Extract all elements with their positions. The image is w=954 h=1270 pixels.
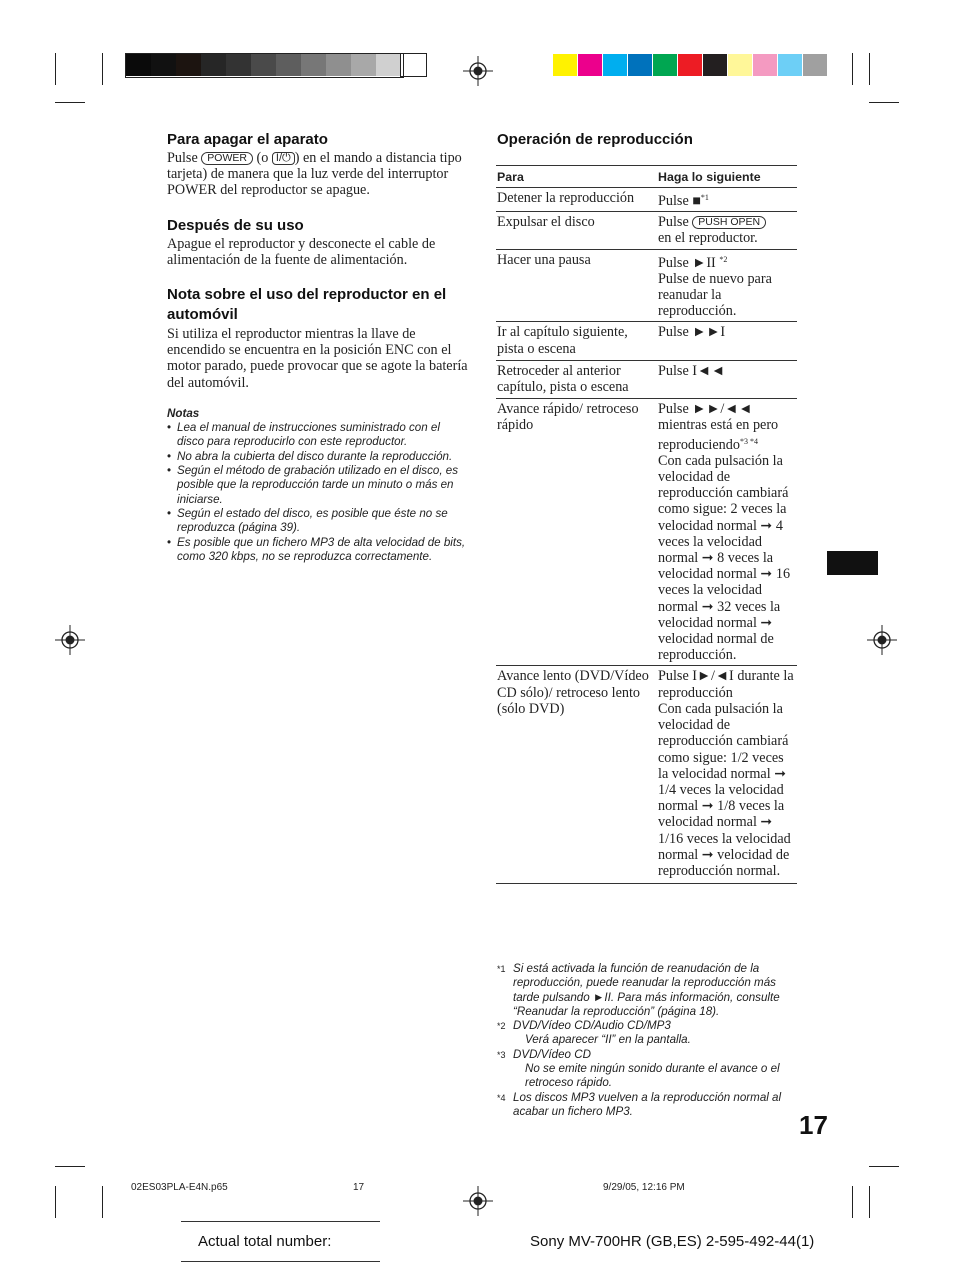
color-swatch bbox=[728, 54, 752, 76]
registration-mark-icon bbox=[55, 625, 85, 655]
note-item: • Según el estado del disco, es posible que éste no se reproduzca (página 39). bbox=[167, 507, 469, 536]
crop-mark bbox=[55, 102, 85, 103]
text: Pulse de nuevo para reanudar la reproducción. bbox=[658, 270, 772, 320]
page-number: 17 bbox=[799, 1110, 828, 1140]
crop-mark bbox=[55, 1186, 56, 1218]
footer-page: 17 bbox=[353, 1182, 365, 1193]
footnote-ref: *1 bbox=[700, 193, 709, 202]
gray-swatch bbox=[401, 54, 426, 76]
section-body: Apague el reproductor y desconecte el cable de alimentación de la fuente de alimentación. bbox=[167, 235, 436, 268]
text: Pulse ■ bbox=[658, 193, 701, 209]
note-item: • Es posible que un fichero MP3 de alta velocidad de bits, como 320 kbps, no se reproduzca correctamente. bbox=[167, 536, 469, 565]
registration-mark-icon bbox=[463, 1186, 493, 1216]
color-swatch bbox=[603, 54, 627, 76]
crop-mark bbox=[869, 1186, 870, 1218]
text: ) en el mando a distancia tipo tarjeta) de manera que la luz verde del interruptor POWER del reproductor se apague. bbox=[167, 150, 462, 199]
footnote-mark: *3 bbox=[497, 1049, 506, 1060]
table-row bbox=[496, 666, 797, 884]
table-row bbox=[496, 188, 797, 212]
section-title: Nota sobre el uso del reproductor en el automóvil bbox=[167, 286, 447, 324]
footnote-mark: *1 bbox=[497, 964, 506, 974]
section-title: Operación de reproducción bbox=[497, 131, 693, 148]
column-header: Para bbox=[496, 166, 657, 188]
table-cell: Expulsar el disco bbox=[496, 212, 657, 249]
footer-rule bbox=[181, 1221, 380, 1222]
actual-total-label: Actual total number: bbox=[198, 1233, 332, 1250]
color-swatch bbox=[678, 54, 702, 76]
text: Pulse ►►/◄◄ mientras está en pero reproduciendo bbox=[658, 401, 779, 453]
section-title: Después de su uso bbox=[167, 216, 304, 234]
color-swatch bbox=[778, 54, 802, 76]
text: Pulse ►II bbox=[658, 254, 716, 271]
color-swatch bbox=[753, 54, 777, 76]
table-cell bbox=[657, 666, 797, 884]
color-swatch bbox=[628, 54, 652, 76]
footnote bbox=[497, 1091, 797, 1120]
table-row bbox=[496, 360, 797, 398]
registration-mark-icon bbox=[463, 56, 493, 86]
table-row bbox=[496, 399, 797, 666]
table-row bbox=[496, 212, 797, 249]
footer-rule bbox=[181, 1261, 380, 1262]
power-io-key: I/⏻ bbox=[272, 152, 295, 165]
footnote-text: DVD/Vídeo CD bbox=[513, 1047, 591, 1061]
table-cell: Ir al capítulo siguiente, pista o escena bbox=[496, 322, 657, 360]
text: Pulse bbox=[167, 150, 198, 166]
footnote-mark: *4 bbox=[497, 1092, 506, 1103]
table-cell: Avance lento (DVD/Vídeo CD sólo)/ retroceso lento (sólo DVD) bbox=[496, 666, 657, 884]
table-cell bbox=[657, 212, 797, 249]
footer-date: 9/29/05, 12:16 PM bbox=[603, 1182, 685, 1193]
footnote-subtext: Verá aparecer “II” en la pantalla. bbox=[525, 1033, 691, 1047]
footnote-ref: *3 *4 bbox=[739, 436, 758, 446]
section-tab bbox=[827, 551, 878, 575]
footnote-text: DVD/Vídeo CD/Audio CD/MP3 bbox=[513, 1019, 671, 1033]
color-swatch bbox=[653, 54, 677, 76]
gray-bar-frame bbox=[125, 53, 404, 78]
section-body: Si utiliza el reproductor mientras la llave de encendido se encuentra en la posición ENC con el motor parado, puede provocar que se agote la batería del automóvil. bbox=[167, 326, 468, 391]
registration-mark-icon bbox=[867, 625, 897, 655]
model-code: Sony MV-700HR (GB,ES) 2-595-492-44(1) bbox=[530, 1233, 815, 1250]
color-swatch bbox=[803, 54, 827, 76]
table-cell: Hacer una pausa bbox=[496, 249, 657, 322]
section-body bbox=[167, 150, 469, 199]
crop-mark bbox=[102, 53, 103, 85]
table-cell: Pulse ►►I bbox=[657, 322, 797, 360]
table-header bbox=[496, 166, 797, 188]
push-open-key: PUSH OPEN bbox=[692, 216, 766, 229]
footnote-ref: *2 bbox=[719, 254, 728, 264]
footnotes bbox=[497, 962, 797, 1119]
notes-list bbox=[167, 421, 469, 564]
crop-mark bbox=[869, 1166, 899, 1167]
column-header: Haga lo siguiente bbox=[657, 166, 797, 188]
crop-mark bbox=[869, 53, 870, 85]
text: Con cada pulsación la velocidad de reproducción cambiará como sigue: 1/2 veces la velocidad normal ➞ 1/4 veces la velocidad normal ➞ 1/8 veces la velocidad normal ➞ 1/16 veces la velocidad normal ➞ velocidad de reproducción normal. bbox=[658, 700, 791, 879]
text: Con cada pulsación la velocidad de reproducción cambiará como sigue: 2 veces la velocidad normal ➞ 4 veces la velocidad normal ➞ 8 veces la velocidad normal ➞ 16 veces la velocidad normal ➞ 32 veces la velocidad normal ➞ velocidad normal de reproducción. bbox=[658, 452, 791, 664]
crop-mark bbox=[852, 1186, 853, 1218]
crop-mark bbox=[869, 102, 899, 103]
table-cell: Pulse I◄◄ bbox=[657, 360, 797, 398]
text: (o bbox=[256, 150, 269, 166]
crop-mark bbox=[55, 1166, 85, 1167]
footnote-subtext: No se emite ningún sonido durante el avance o el retroceso rápido. bbox=[525, 1062, 780, 1090]
table-cell bbox=[657, 399, 797, 666]
table-cell bbox=[657, 188, 797, 212]
table-cell: Retroceder al anterior capítulo, pista o escena bbox=[496, 360, 657, 398]
notes bbox=[167, 407, 469, 564]
table-row bbox=[496, 322, 797, 360]
left-column bbox=[167, 130, 469, 564]
text: Pulse bbox=[658, 214, 689, 231]
color-swatch bbox=[578, 54, 602, 76]
footnote-mark: *2 bbox=[497, 1021, 506, 1032]
text: en el reproductor. bbox=[658, 230, 758, 247]
crop-mark bbox=[55, 53, 56, 85]
footnote bbox=[497, 1019, 797, 1033]
table-cell: Avance rápido/ retroceso rápido bbox=[496, 399, 657, 666]
operation-table bbox=[496, 165, 797, 884]
crop-mark bbox=[852, 53, 853, 85]
text: Pulse I►/◄I durante la reproducción bbox=[658, 668, 794, 701]
table-cell: Detener la reproducción bbox=[496, 188, 657, 212]
footnote bbox=[497, 962, 797, 1019]
power-key: POWER bbox=[201, 152, 253, 165]
section-title: Para apagar el aparato bbox=[167, 131, 328, 148]
footnote-text: Si está activada la función de reanudación de la reproducción, puede reanudar la reproducción más tarde pulsando ►II. Para más información, consulte “Reanudar la reproducción” (página 18). bbox=[513, 962, 780, 1018]
note-item: • No abra la cubierta del disco durante la reproducción. bbox=[167, 450, 469, 464]
footnote bbox=[497, 1048, 797, 1062]
notes-title: Notas bbox=[167, 406, 200, 420]
note-item: • Según el método de grabación utilizado en el disco, es posible que la reproducción tarde un minuto o más en iniciarse. bbox=[167, 464, 469, 507]
note-item: • Lea el manual de instrucciones suministrado con el disco para reproducirlo con este reproductor. bbox=[167, 421, 469, 450]
crop-mark bbox=[102, 1186, 103, 1218]
table-row bbox=[496, 249, 797, 322]
footnote-text: Los discos MP3 vuelven a la reproducción normal al acabar un fichero MP3. bbox=[513, 1090, 782, 1118]
footer-filename: 02ES03PLA-E4N.p65 bbox=[131, 1182, 228, 1193]
color-swatch bbox=[703, 54, 727, 76]
table-cell bbox=[657, 249, 797, 322]
color-swatch bbox=[553, 54, 577, 76]
